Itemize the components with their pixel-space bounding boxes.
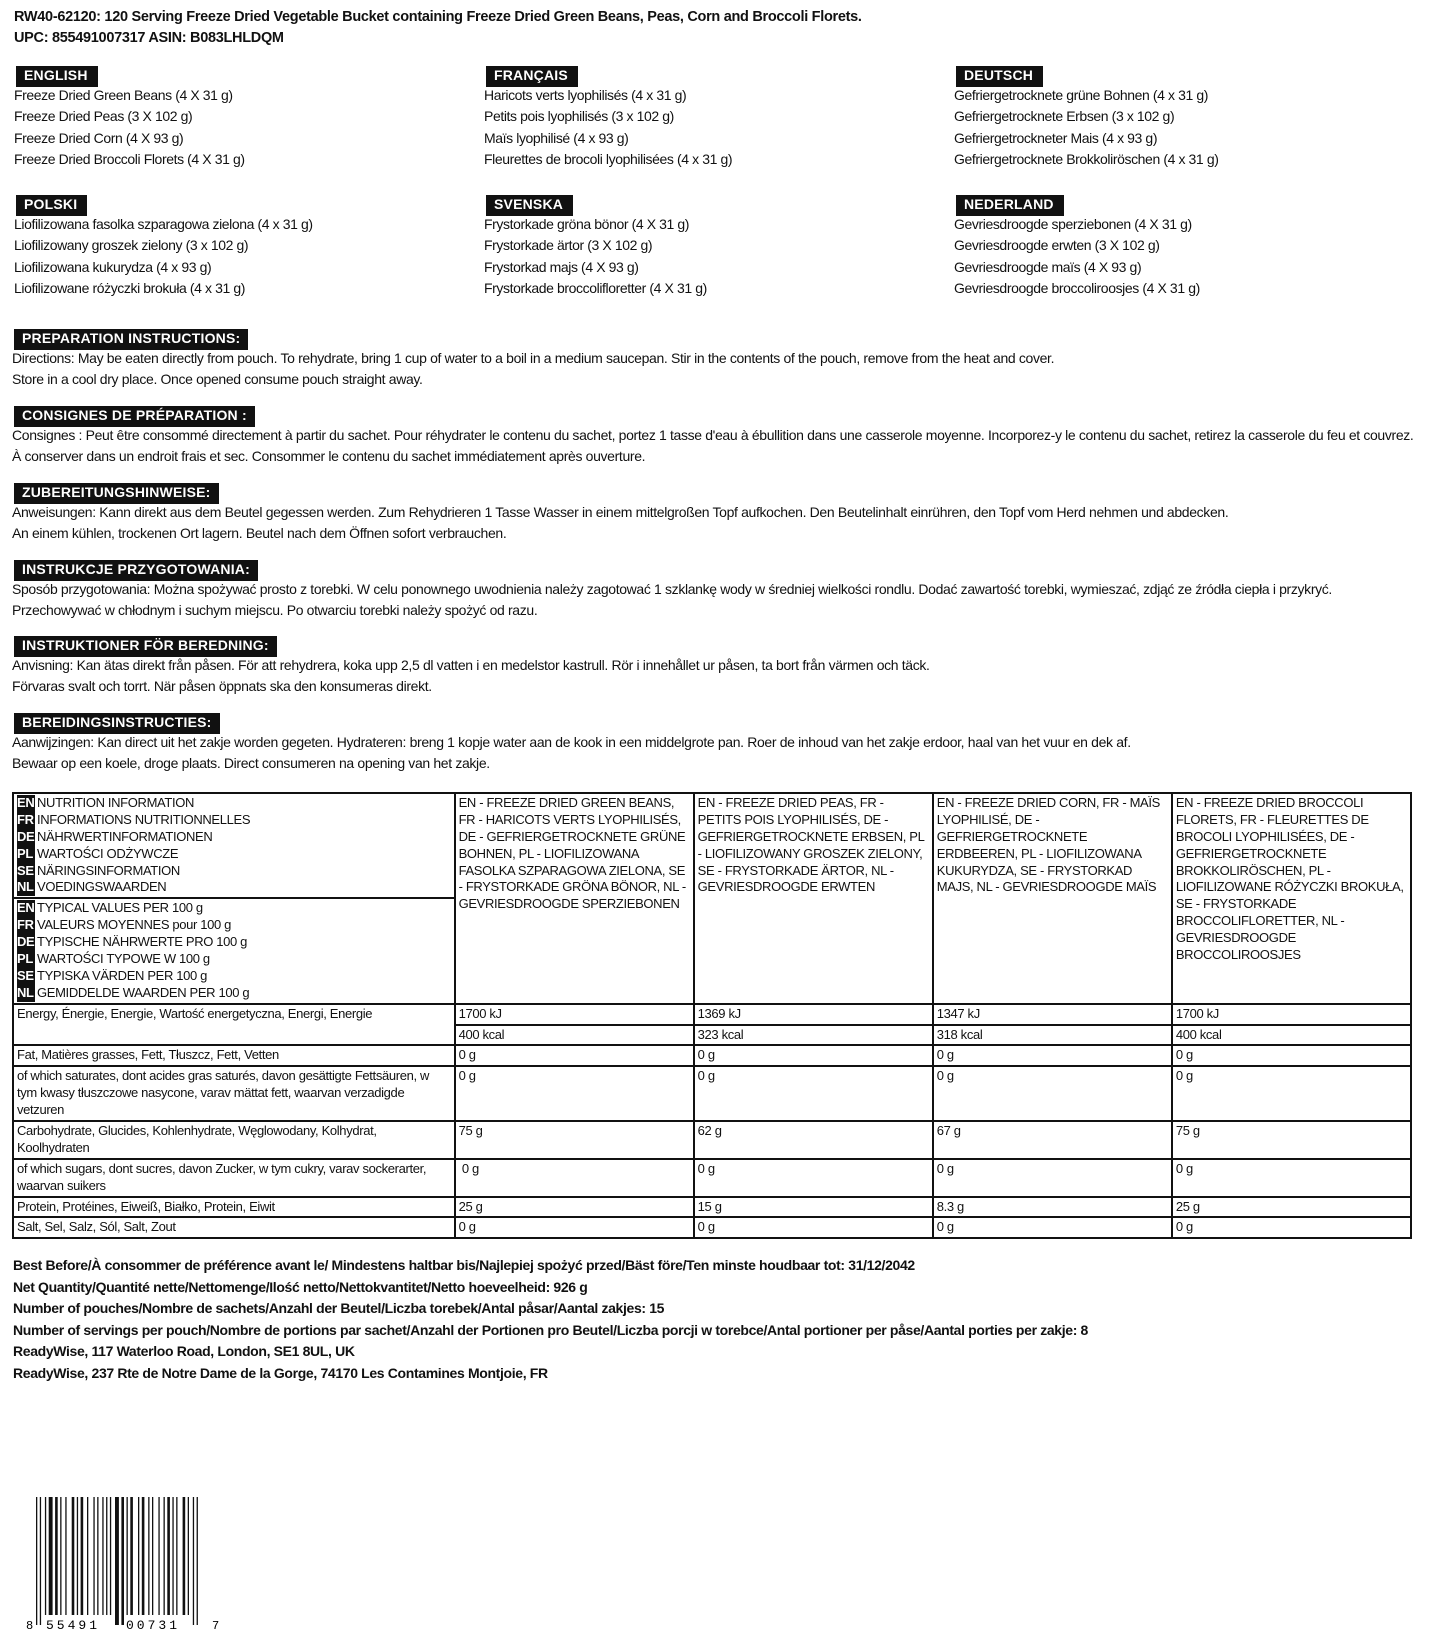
preparation-heading: PREPARATION INSTRUCTIONS:: [14, 329, 248, 350]
preparation-heading: BEREIDINGSINSTRUCTIES:: [14, 713, 220, 734]
barcode-bar: [176, 1497, 177, 1615]
nutrient-label: of which saturates, dont acides gras saturés, davon gesättigte Fettsäuren, w tym kwasy tłuszczowe nasycone, varav mättat fett, waarvan verzadigde vetzuren: [13, 1066, 455, 1121]
contents-item: Petits pois lyophilisés (3 x 102 g): [484, 108, 674, 124]
contents-item: Gevriesdroogde broccoliroosjes (4 X 31 g): [954, 280, 1200, 296]
preparation-text: Bewaar op een koele, droge plaats. Direct consumeren na opening van het zakje.: [12, 754, 490, 771]
preparation-heading: ZUBEREITUNGSHINWEISE:: [14, 483, 219, 504]
nutrient-value-cell: [1172, 1004, 1411, 1046]
barcode-bar: [60, 1497, 61, 1615]
barcode-bar: [142, 1497, 145, 1615]
nutrient-value: 15 g: [694, 1197, 933, 1218]
nutrient-value: 1700 kJ: [1175, 1005, 1219, 1021]
nutrition-title-row: [17, 917, 451, 934]
nutrition-title-text: TYPISKA VÄRDEN PER 100 g: [37, 967, 208, 983]
barcode-bar: [164, 1497, 165, 1615]
language-tag: SVENSKA: [486, 195, 573, 216]
language-tag: ENGLISH: [16, 66, 98, 87]
language-code: FR: [17, 811, 34, 827]
barcode-bar: [97, 1497, 98, 1615]
contents-item: Gefriergetrockneter Mais (4 x 93 g): [954, 129, 1158, 146]
nutrient-row: [13, 1197, 1411, 1218]
nutrient-value: 0 g: [694, 1045, 933, 1066]
nutrient-value: 0 g: [455, 1217, 694, 1238]
nutrient-value: 8.3 g: [933, 1197, 1172, 1218]
barcode-bar: [121, 1497, 124, 1625]
nutrient-value: 318 kcal: [934, 1024, 1171, 1045]
language-code: EN: [17, 900, 35, 916]
nutrient-value: 0 g: [933, 1159, 1172, 1197]
contents-item: Frystorkade gröna bönor (4 X 31 g): [484, 215, 690, 232]
nutrient-value: 400 kcal: [1173, 1024, 1410, 1045]
barcode-bar: [93, 1497, 94, 1615]
nutrition-title-text: INFORMATIONS NUTRITIONNELLES: [37, 811, 251, 827]
nutrient-value: 0 g: [1172, 1217, 1411, 1238]
barcode-bar: [130, 1497, 133, 1615]
nutrient-value: 0 g: [933, 1217, 1172, 1238]
language-tag: DEUTSCH: [956, 66, 1043, 87]
preparation-section: [12, 560, 1432, 623]
language-code: FR: [17, 917, 34, 933]
barcode-bar: [138, 1497, 139, 1615]
nutrient-label: of which sugars, dont sucres, davon Zucker, w tym cukry, varav sockerarter, waarvan suikers: [13, 1159, 455, 1197]
preparation-text: Przechowywać w chłodnym i suchym miejscu. Po otwarciu torebki należy spożyć od razu.: [12, 601, 538, 618]
nutrition-title-text: TYPISCHE NÄHRWERTE PRO 100 g: [37, 934, 248, 950]
preparation-text: Anweisungen: Kann direkt aus dem Beutel gegessen werden. Zum Rehydrieren 1 Tasse Wasser in einem mittelgroßen Topf aufkochen. Den Beutelinhalt einrühren, den Topf vom Herd nehmen und abdecken.: [12, 503, 1229, 520]
contents-item: Gevriesdroogde erwten (3 X 102 g): [954, 237, 1160, 253]
nutrition-title-row: [17, 934, 451, 951]
barcode-digit: 55491: [46, 1618, 101, 1632]
language-tag: NEDERLAND: [956, 195, 1064, 216]
nutrient-value: 67 g: [933, 1121, 1172, 1159]
language-tag: FRANÇAIS: [486, 66, 578, 87]
nutrient-value: 0 g: [1172, 1159, 1411, 1197]
language-code: SE: [17, 967, 34, 983]
nutrition-title-row: [17, 846, 451, 863]
language-code: EN: [17, 795, 35, 810]
nutrient-label: Protein, Protéines, Eiweiß, Białko, Protein, Eiwit: [13, 1197, 455, 1218]
nutrient-label: Fat, Matières grasses, Fett, Tłuszcz, Fett, Vetten: [13, 1045, 455, 1066]
nutrition-title-text: NUTRITION INFORMATION: [37, 795, 195, 810]
contents-item: Maïs lyophilisé (4 x 93 g): [484, 129, 629, 146]
nutrient-row: [13, 1217, 1411, 1238]
nutrition-title-row: [17, 900, 451, 917]
nutrient-label: Salt, Sel, Salz, Sól, Salt, Zout: [13, 1217, 455, 1238]
preparation-text: Consignes : Peut être consommé directement à partir du sachet. Pour réhydrater le contenu du sachet, portez 1 tasse d'eau à ébullition dans une casserole moyenne. Incorporez-y le contenu du sachet, retirez la casserole du feu et couvrez.: [12, 426, 1414, 443]
barcode-bar: [106, 1497, 107, 1615]
nutrient-value: 75 g: [1172, 1121, 1411, 1159]
product-name-cell: EN - FREEZE DRIED PEAS, FR - PETITS POIS LYOPHILISÉS, DE - GEFRIERGETROCKNETE ERBSEN, PL - LIOFILIZOWANY GROSZEK ZIELONY, SE - FRYSTORKADE ÄRTOR, NL - GEVRIESDROOGDE ERWTEN: [694, 793, 933, 1004]
barcode-bar: [65, 1497, 66, 1615]
language-block: [14, 66, 474, 173]
nutrition-title-row: [17, 879, 451, 896]
nutrient-value: 400 kcal: [456, 1024, 693, 1045]
barcode-bar: [36, 1497, 37, 1625]
contents-item: Freeze Dried Green Beans (4 X 31 g): [14, 86, 233, 103]
nutrition-title-row: [17, 951, 451, 968]
barcode-bar: [55, 1497, 58, 1615]
preparation-section: [12, 483, 1432, 546]
nutrient-value: 75 g: [455, 1121, 694, 1159]
preparation-section: [12, 329, 1432, 392]
product-codes: UPC: 855491007317 ASIN: B083LHLDQM: [14, 30, 284, 46]
nutrient-row: [13, 1045, 1411, 1066]
language-block: [954, 195, 1414, 302]
language-code: NL: [17, 984, 34, 1000]
nutrient-value: 25 g: [1172, 1197, 1411, 1218]
barcode-bar: [102, 1497, 103, 1615]
preparation-section: [12, 406, 1432, 469]
product-name-cell: EN - FREEZE DRIED BROCCOLI FLORETS, FR - FLEURETTES DE BROCOLI LYOPHILISÉES, DE - GEFRIERGETROCKNETE BROKKOLIRÖSCHEN, PL - LIOFILIZOWANE RÓŻYCZKI BROKUŁA, SE - FRYSTORKADE BROCCOLIFLORETTER, NL - GEVRIESDROOGDE BROCCOLIROOSJES: [1172, 793, 1411, 1004]
barcode-bar: [127, 1497, 128, 1615]
typical-values-title: [14, 899, 454, 1002]
contents-item: Gevriesdroogde sperziebonen (4 X 31 g): [954, 215, 1192, 232]
language-tag: POLSKI: [16, 195, 87, 216]
nutrition-title-text: WARTOŚCI ODŻYWCZE: [37, 845, 179, 861]
contents-item: Liofilizowana fasolka szparagowa zielona (4 x 31 g): [14, 215, 313, 232]
barcode-bar: [115, 1497, 119, 1625]
language-code: PL: [17, 846, 35, 863]
footer-info: [13, 1257, 1088, 1386]
barcode-bar: [110, 1497, 111, 1615]
barcode-digit: 7: [212, 1619, 220, 1632]
language-block: [14, 195, 474, 302]
nutrient-row: [13, 1066, 1411, 1121]
language-block: [484, 66, 944, 173]
barcode-bar: [45, 1497, 46, 1615]
barcode-bar: [197, 1497, 198, 1625]
nutrient-row: [13, 1004, 1411, 1046]
footer-line: Net Quantity/Quantité nette/Nettomenge/Ilość netto/Nettokvantitet/Netto hoeveelheid: 926 g: [13, 1278, 588, 1295]
barcode-digit: 8: [26, 1619, 34, 1632]
barcode-bar: [158, 1497, 159, 1615]
language-code: DE: [17, 828, 35, 844]
contents-item: Freeze Dried Peas (3 X 102 g): [14, 108, 193, 124]
footer-line: Number of pouches/Nombre de sachets/Anzahl der Beutel/Liczba torebek/Antal påsar/Aantal zakjes: 15: [13, 1300, 665, 1316]
product-title: RW40-62120: 120 Serving Freeze Dried Vegetable Bucket containing Freeze Dried Green Beans, Peas, Corn and Broccoli Florets.: [14, 9, 862, 25]
barcode-digit: 00731: [126, 1618, 181, 1632]
nutrient-value: 25 g: [455, 1197, 694, 1218]
preparation-text: Directions: May be eaten directly from pouch. To rehydrate, bring 1 cup of water to a boil in a medium saucepan. Stir in the contents of the pouch, remove from the heat and cover.: [12, 349, 1055, 366]
nutrient-value: 1700 kJ: [458, 1005, 502, 1021]
nutrient-row: [13, 1159, 1411, 1197]
nutrition-title-row: [17, 795, 451, 812]
nutrition-title-row: [17, 812, 451, 829]
preparation-text: Sposób przygotowania: Można spożywać prosto z torebki. W celu ponownego uwodnienia należy zagotować 1 szklankę wody w średniej wielkości rondlu. Dodać zawartość torebki, wymieszać, zdjąć ze źródła ciepła i przykryć.: [12, 580, 1332, 597]
barcode-bar: [172, 1497, 173, 1615]
contents-item: Liofilizowana kukurydza (4 x 93 g): [14, 258, 212, 275]
contents-item: Frystorkade ärtor (3 X 102 g): [484, 237, 653, 253]
footer-line: Best Before/À consommer de préférence avant le/ Mindestens haltbar bis/Najlepiej spożyć przed/Bäst före/Ten minste houdbaar tot: 31/12/2042: [13, 1257, 915, 1273]
contents-item: Gefriergetrocknete Erbsen (3 x 102 g): [954, 108, 1175, 124]
contents-item: Frystorkad majs (4 X 93 g): [484, 258, 639, 275]
footer-line: ReadyWise, 117 Waterloo Road, London, SE1 8UL, UK: [13, 1343, 355, 1359]
nutrition-title-row: [17, 968, 451, 985]
nutrient-value-cell: [694, 1004, 933, 1046]
preparation-text: À conserver dans un endroit frais et sec. Consommer le contenu du sachet immédiatement après ouverture.: [12, 447, 646, 464]
barcode-icon: [24, 1497, 224, 1632]
nutrient-value: 0 g: [933, 1045, 1172, 1066]
nutrient-value: 0 g: [694, 1159, 933, 1197]
nutrition-title-text: TYPICAL VALUES PER 100 g: [37, 900, 203, 916]
nutrition-title-row: [17, 863, 451, 880]
nutrition-info-title: [14, 794, 454, 899]
nutrient-value: 1347 kJ: [936, 1005, 980, 1021]
contents-item: Gefriergetrocknete Brokkoliröschen (4 x 31 g): [954, 151, 1219, 167]
language-block: [484, 195, 944, 302]
nutrient-value: 0 g: [455, 1045, 694, 1066]
preparation-heading: CONSIGNES DE PRÉPARATION :: [14, 406, 255, 427]
barcode-bar: [87, 1497, 88, 1615]
preparation-text: Förvaras svalt och torrt. När påsen öppnats ska den konsumeras direkt.: [12, 677, 432, 694]
nutrient-value: 0 g: [1172, 1045, 1411, 1066]
contents-item: Liofilizowane różyczki brokuła (4 x 31 g): [14, 280, 246, 296]
document-header: [14, 8, 862, 50]
barcode-bar: [40, 1497, 41, 1625]
language-block: [954, 66, 1414, 173]
barcode-bar: [152, 1497, 153, 1615]
nutrition-title-row: [17, 985, 451, 1002]
preparation-text: An einem kühlen, trockenen Ort lagern. Beutel nach dem Öffnen sofort verbrauchen.: [12, 524, 507, 541]
barcode-bar: [148, 1497, 149, 1615]
product-name-cell: EN - FREEZE DRIED GREEN BEANS, FR - HARICOTS VERTS LYOPHILISÉS, DE - GEFRIERGETROCKNETE GRÜNE BOHNEN, PL - LIOFILIZOWANA FASOLKA SZPARAGOWA ZIELONA, SE - FRYSTORKADE GRÖNA BÖNOR, NL - GEVRIESDROOGDE SPERZIEBONEN: [455, 793, 694, 1004]
barcode-bar: [77, 1497, 78, 1615]
contents-item: Freeze Dried Broccoli Florets (4 X 31 g): [14, 151, 245, 167]
nutrient-row: [13, 1121, 1411, 1159]
nutrient-value: 0 g: [455, 1159, 694, 1197]
contents-item: Freeze Dried Corn (4 X 93 g): [14, 129, 184, 146]
preparation-text: Store in a cool dry place. Once opened consume pouch straight away.: [12, 370, 423, 387]
barcode-bar: [81, 1497, 84, 1615]
barcode-bar: [72, 1497, 75, 1615]
language-code: PL: [17, 951, 35, 968]
nutrition-header-row: [13, 793, 1411, 1004]
language-code: NL: [17, 879, 34, 895]
nutrient-value: 62 g: [694, 1121, 933, 1159]
preparation-text: Aanwijzingen: Kan direct uit het zakje worden gegeten. Hydrateren: breng 1 kopje water aan de kook in een middelgrote pan. Roer de inhoud van het zakje erdoor, haal van het vuur en dek af.: [12, 733, 1131, 750]
nutrient-value: 0 g: [933, 1066, 1172, 1121]
nutrient-label: Carbohydrate, Glucides, Kohlenhydrate, Węglowodany, Kolhydrat, Koolhydraten: [13, 1121, 455, 1159]
barcode-bar: [193, 1497, 194, 1625]
nutrition-title-text: GEMIDDELDE WAARDEN PER 100 g: [37, 984, 250, 1000]
language-code: DE: [17, 934, 35, 950]
nutrition-title-text: WARTOŚCI TYPOWE W 100 g: [37, 951, 210, 967]
footer-line: Number of servings per pouch/Nombre de portions par sachet/Anzahl der Portionen pro Beutel/Liczba porcji w torebce/Antal portioner per påse/Aantal porties per zakje: 8: [13, 1321, 1088, 1338]
contents-item: Gevriesdroogde maïs (4 X 93 g): [954, 258, 1142, 275]
nutrient-label: Energy, Énergie, Energie, Wartość energetyczna, Energi, Energie: [13, 1004, 455, 1046]
nutrition-title-text: VALEURS MOYENNES pour 100 g: [37, 917, 232, 933]
barcode-bar: [183, 1497, 186, 1615]
contents-item: Haricots verts lyophilisés (4 x 31 g): [484, 86, 687, 103]
barcode-bar: [49, 1497, 53, 1615]
contents-item: Gefriergetrocknete grüne Bohnen (4 x 31 g): [954, 86, 1209, 103]
nutrient-value-cell: [455, 1004, 694, 1046]
nutrient-value: 0 g: [694, 1066, 933, 1121]
nutrient-value: 1369 kJ: [697, 1005, 741, 1021]
preparation-section: [12, 636, 1432, 699]
nutrition-table: [12, 792, 1412, 1239]
contents-item: Liofilizowany groszek zielony (3 x 102 g): [14, 237, 249, 253]
nutrition-label-cell: [13, 793, 455, 1004]
preparation-text: Anvisning: Kan ätas direkt från påsen. För att rehydrera, koka upp 2,5 dl vatten i en medelstor kastrull. Rör i innehållet ur påsen, ta bort från värmen och täck.: [12, 656, 930, 673]
barcode-bar: [167, 1497, 170, 1615]
nutrition-title-text: VOEDINGSWAARDEN: [37, 879, 167, 895]
nutrient-value: 0 g: [694, 1217, 933, 1238]
nutrition-title-text: NÄHRWERTINFORMATIONEN: [37, 828, 213, 844]
language-code: SE: [17, 862, 34, 878]
nutrient-value: 323 kcal: [695, 1024, 932, 1045]
nutrition-title-row: [17, 829, 451, 846]
nutrient-value: 0 g: [455, 1066, 694, 1121]
nutrient-value-cell: [933, 1004, 1172, 1046]
barcode-bar: [188, 1497, 189, 1615]
product-name-cell: EN - FREEZE DRIED CORN, FR - MAÏS LYOPHILISÉ, DE - GEFRIERGETROCKNETE ERDBEEREN, PL - LIOFILIZOWANA KUKURYDZA, SE - FRYSTORKAD MAJS, NL - GEVRIESDROOGDE MAÏS: [933, 793, 1172, 1004]
nutrition-title-text: NÄRINGSINFORMATION: [37, 862, 180, 878]
preparation-section: [12, 713, 1432, 776]
contents-item: Fleurettes de brocoli lyophilisées (4 x 31 g): [484, 151, 733, 167]
contents-item: Frystorkade broccolifloretter (4 X 31 g): [484, 280, 707, 296]
nutrient-value: 0 g: [1172, 1066, 1411, 1121]
preparation-heading: INSTRUKCJE PRZYGOTOWANIA:: [14, 560, 258, 581]
preparation-heading: INSTRUKTIONER FÖR BEREDNING:: [14, 636, 277, 657]
footer-line: ReadyWise, 237 Rte de Notre Dame de la Gorge, 74170 Les Contamines Montjoie, FR: [13, 1364, 548, 1381]
